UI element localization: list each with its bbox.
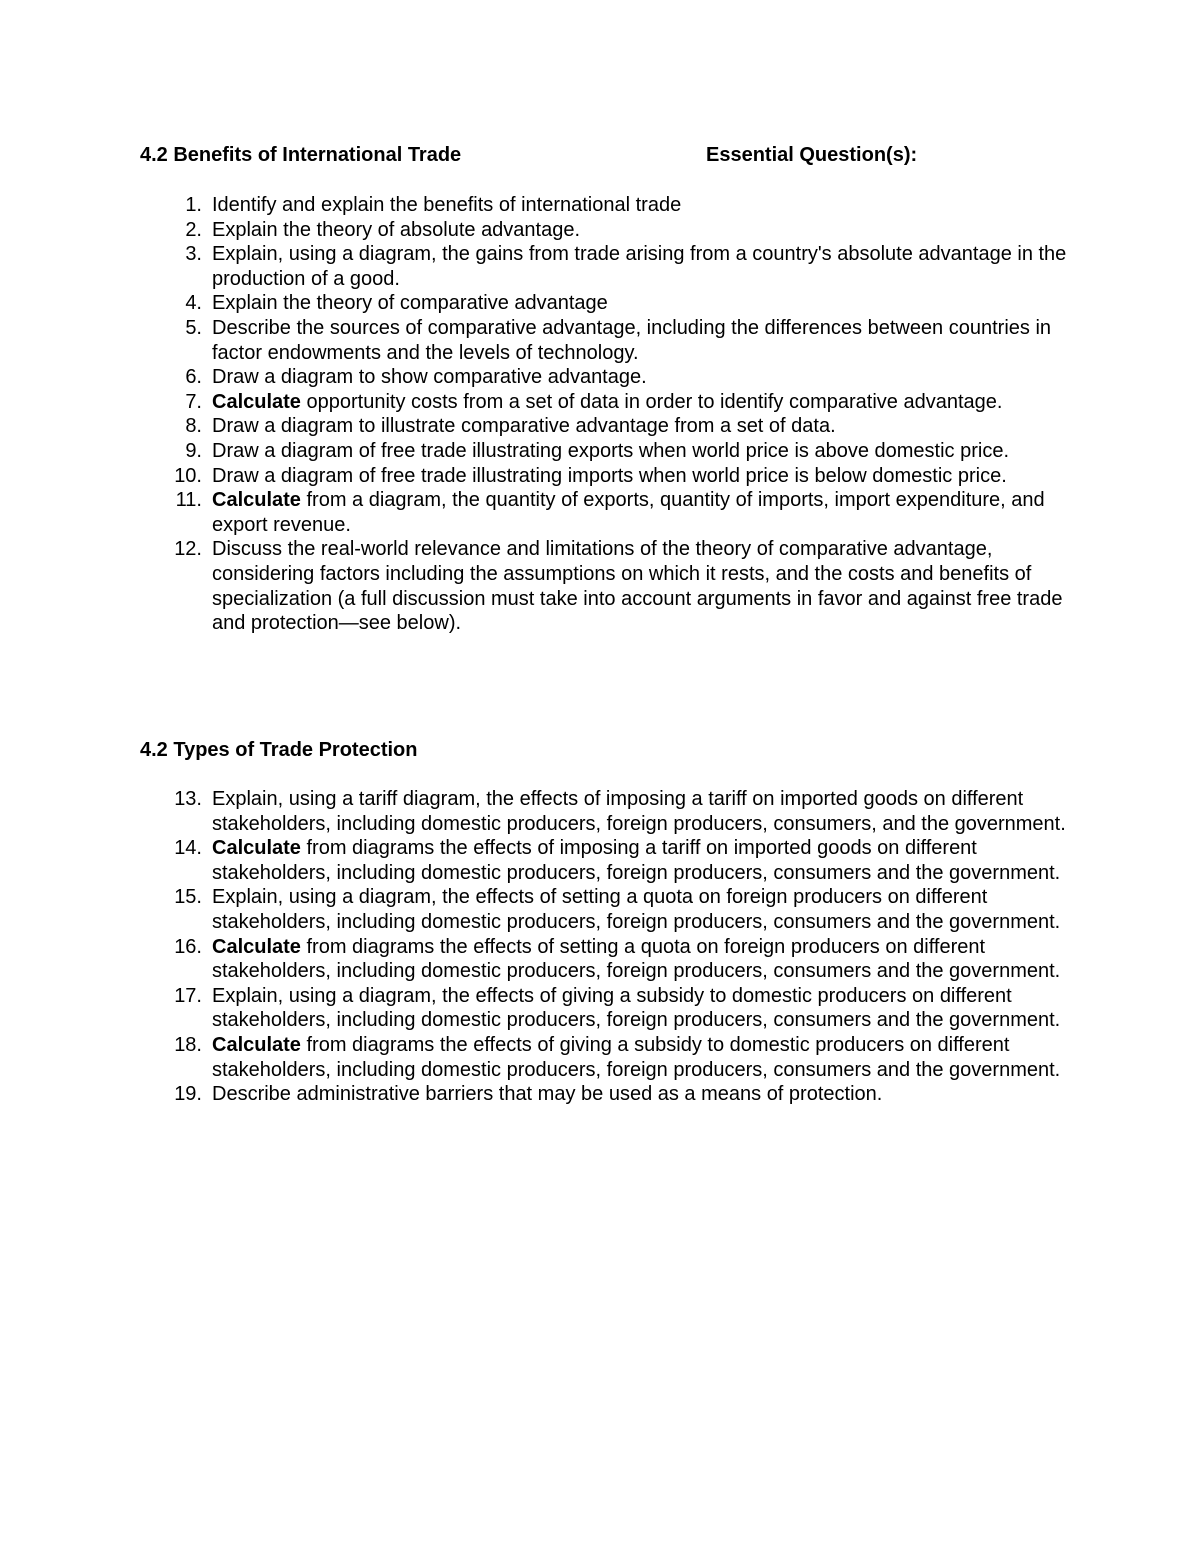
item-number: 12. bbox=[174, 538, 202, 561]
list-item bbox=[140, 984, 1080, 1033]
item-text: from diagrams the effects of imposing a tariff on imported goods on different stakeholders, including domestic producers, foreign producers, consumers and the government. bbox=[212, 837, 1061, 884]
item-bold-verb: Calculate bbox=[212, 489, 301, 512]
item-number: 17. bbox=[174, 984, 202, 1007]
item-number: 19. bbox=[174, 1083, 202, 1106]
protection-list bbox=[140, 787, 1080, 1107]
list-item bbox=[140, 537, 1080, 635]
list-item bbox=[140, 1033, 1080, 1082]
essential-question-label: Essential Question(s): bbox=[706, 144, 918, 166]
item-text: Describe administrative barriers that may be used as a means of protection. bbox=[212, 1083, 883, 1106]
section-heading-protection: 4.2 Types of Trade Protection bbox=[140, 739, 418, 761]
heading-row bbox=[140, 143, 1100, 169]
list-item bbox=[140, 316, 1080, 365]
item-text: opportunity costs from a set of data in order to identify comparative advantage. bbox=[300, 390, 1003, 413]
item-text: Explain, using a diagram, the gains from trade arising from a country's absolute advantage in the production of a good. bbox=[212, 243, 1067, 290]
list-item bbox=[140, 787, 1080, 836]
item-number: 13. bbox=[174, 788, 202, 810]
item-text: Draw a diagram to show comparative advantage. bbox=[212, 366, 647, 389]
item-text: Draw a diagram to illustrate comparative advantage from a set of data. bbox=[212, 415, 836, 438]
list-item bbox=[140, 464, 1080, 489]
item-number: 7. bbox=[185, 390, 202, 413]
item-number: 4. bbox=[185, 292, 202, 315]
page-title: 4.2 Benefits of International Trade bbox=[140, 144, 462, 166]
item-text: Draw a diagram of free trade illustrating exports when world price is above domestic price. bbox=[212, 439, 1010, 462]
item-number: 11. bbox=[175, 489, 202, 512]
item-number: 1. bbox=[185, 194, 202, 216]
item-text: from a diagram, the quantity of exports, quantity of imports, import expenditure, and export revenue. bbox=[212, 489, 1045, 536]
item-bold-verb: Calculate bbox=[212, 837, 301, 860]
list-item bbox=[140, 193, 1080, 218]
list-item bbox=[140, 390, 1080, 415]
item-text: Explain, using a diagram, the effects of giving a subsidy to domestic producers on different stakeholders, including domestic producers, foreign producers, consumers and the government. bbox=[212, 984, 1061, 1032]
item-number: 3. bbox=[185, 243, 202, 266]
item-text: from diagrams the effects of giving a subsidy to domestic producers on different stakeholders, including domestic producers, foreign producers, consumers and the government. bbox=[212, 1033, 1061, 1081]
item-number: 2. bbox=[185, 218, 202, 241]
item-number: 16. bbox=[174, 935, 202, 958]
item-bold-verb: Calculate bbox=[212, 1033, 301, 1056]
item-text: Identify and explain the benefits of international trade bbox=[212, 194, 682, 216]
item-number: 6. bbox=[185, 366, 202, 389]
item-text: Explain, using a diagram, the effects of setting a quota on foreign producers on different stakeholders, including domestic producers, foreign producers, consumers and the government. bbox=[212, 886, 1061, 933]
item-number: 5. bbox=[185, 316, 202, 339]
item-text: Explain, using a tariff diagram, the effects of imposing a tariff on imported goods on different stakeholders, including domestic producers, foreign producers, consumers, and the government. bbox=[212, 788, 1066, 835]
item-number: 8. bbox=[185, 415, 202, 438]
item-text: from diagrams the effects of setting a quota on foreign producers on different stakeholders, including domestic producers, foreign producers, consumers and the government. bbox=[212, 935, 1061, 983]
benefits-list bbox=[140, 193, 1080, 636]
item-number: 18. bbox=[174, 1033, 202, 1056]
list-item bbox=[140, 488, 1080, 537]
item-text: Draw a diagram of free trade illustrating imports when world price is below domestic price. bbox=[212, 464, 1007, 487]
list-item bbox=[140, 414, 1080, 439]
list-item bbox=[140, 242, 1080, 291]
item-number: 15. bbox=[174, 886, 202, 909]
list-item bbox=[140, 218, 1080, 243]
list-item bbox=[140, 885, 1080, 934]
item-number: 9. bbox=[185, 439, 202, 462]
list-item bbox=[140, 836, 1080, 885]
item-bold-verb: Calculate bbox=[212, 390, 301, 413]
item-number: 14. bbox=[174, 837, 202, 860]
list-item bbox=[140, 935, 1080, 984]
item-bold-verb: Calculate bbox=[212, 935, 301, 958]
list-item bbox=[140, 291, 1080, 316]
item-text: Explain the theory of absolute advantage. bbox=[212, 218, 581, 241]
item-text: Discuss the real-world relevance and limitations of the theory of comparative advantage, considering factors including the assumptions on which it rests, and the costs and benefits of specialization (a full discussion must take into account arguments in favor and against free trade and protection—see below). bbox=[212, 538, 1063, 635]
item-text: Explain the theory of comparative advantage bbox=[212, 292, 608, 315]
item-text: Describe the sources of comparative advantage, including the differences between countries in factor endowments and the levels of technology. bbox=[212, 316, 1052, 364]
list-item bbox=[140, 365, 1080, 390]
list-item bbox=[140, 1082, 1080, 1107]
item-number: 10. bbox=[174, 464, 202, 487]
list-item bbox=[140, 439, 1080, 464]
